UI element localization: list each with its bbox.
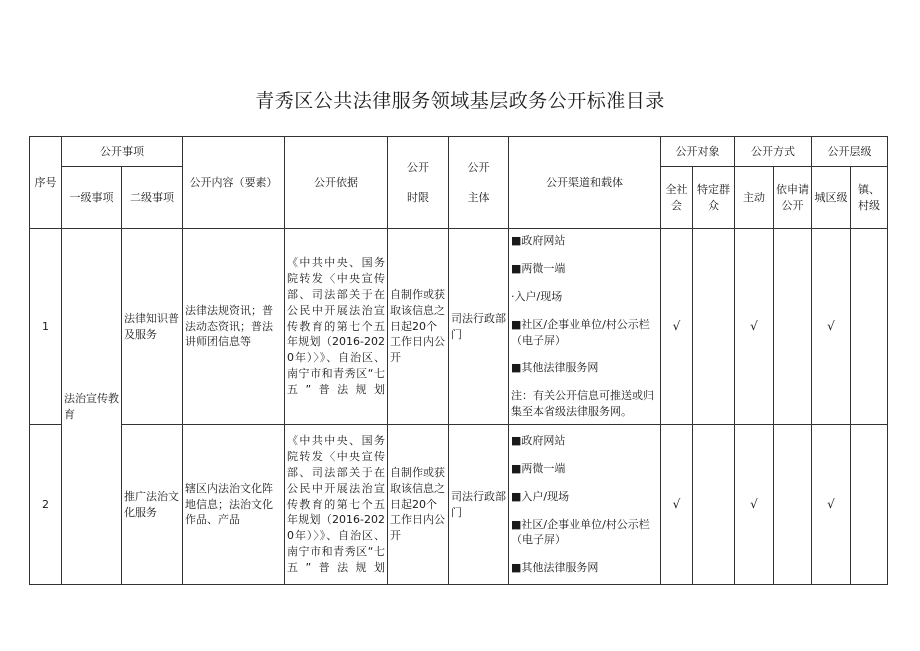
row-method-request <box>774 229 812 425</box>
header-target-all: 全社会 <box>661 167 693 229</box>
header-level1: 一级事项 <box>62 167 122 229</box>
table-row <box>30 425 888 585</box>
channel-item: ■政府网站 <box>511 433 566 447</box>
row-basis: 《中共中央、国务院转发〈中央宣传部、司法部关于在公民中开展法治宣传教育的第七个五年规划（2016-2020年）〉》、自治区、南宁市和青秀区“七五”普法规划 <box>285 425 388 585</box>
header-level: 公开层级 <box>812 137 888 167</box>
header-time-limit-line2: 时限 <box>407 190 429 204</box>
header-target: 公开对象 <box>661 137 735 167</box>
page-title: 青秀区公共法律服务领域基层政务公开标准目录 <box>255 90 665 112</box>
row-content: 辖区内法治文化阵地信息；法治文化作品、产品 <box>183 425 285 585</box>
header-time-limit <box>388 137 449 229</box>
row-method-active: √ <box>735 229 774 425</box>
channel-item: ■其他法律服务网 <box>511 561 599 575</box>
channel-item: ■两微一端 <box>511 261 566 275</box>
row-level-county: √ <box>812 425 851 585</box>
row-content: 法律法规资讯；普法动态资讯；普法讲师团信息等 <box>183 229 285 425</box>
row-level-county: √ <box>812 229 851 425</box>
row-time-limit: 自制作或获取该信息之日起20个工作日内公开 <box>388 425 449 585</box>
header-public-matter: 公开事项 <box>62 137 183 167</box>
row-target-all: √ <box>661 229 693 425</box>
row-subject: 司法行政部门 <box>449 425 509 585</box>
header-method-active: 主动 <box>735 167 774 229</box>
row-method-request <box>774 425 812 585</box>
channel-item: ·入户/现场 <box>511 289 563 303</box>
header-time-limit-line1: 公开 <box>407 160 429 174</box>
header-method: 公开方式 <box>735 137 812 167</box>
row-seq: 1 <box>30 229 62 425</box>
row-level2: 法律知识普及服务 <box>122 229 183 425</box>
channel-item: ■入户/现场 <box>511 489 570 503</box>
header-subject <box>449 137 509 229</box>
row-level2: 推广法治文化服务 <box>122 425 183 585</box>
header-level-town: 镇、村级 <box>851 167 888 229</box>
row-seq: 2 <box>30 425 62 585</box>
row-target-specific <box>693 425 735 585</box>
row-target-specific <box>693 229 735 425</box>
row-target-all: √ <box>661 425 693 585</box>
header-seq: 序号 <box>30 137 62 229</box>
row-time-limit: 自制作或获取该信息之日起20个工作日内公开 <box>388 229 449 425</box>
channel-note: 注：有关公开信息可推送或归集至本省级法律服务网。 <box>511 389 654 419</box>
channel-item: ■两微一端 <box>511 461 566 475</box>
header-method-request: 依申请公开 <box>774 167 812 229</box>
table-row <box>30 229 888 425</box>
row-level-town <box>851 425 888 585</box>
channel-item: ■社区/企事业单位/村公示栏（电子屏） <box>511 317 650 347</box>
header-row-1 <box>30 137 888 167</box>
header-level2: 二级事项 <box>122 167 183 229</box>
catalog-table <box>29 136 888 585</box>
channel-item: ■政府网站 <box>511 233 566 247</box>
header-channel: 公开渠道和载体 <box>509 137 661 229</box>
row-channels <box>509 425 661 585</box>
header-level-county: 城区级 <box>812 167 851 229</box>
row-basis: 《中共中央、国务院转发〈中央宣传部、司法部关于在公民中开展法治宣传教育的第七个五年规划（2016-2020年）〉》、自治区、南宁市和青秀区“七五”普法规划 <box>285 229 388 425</box>
header-target-specific: 特定群众 <box>693 167 735 229</box>
header-subject-line2: 主体 <box>467 190 490 204</box>
channel-item: ■其他法律服务网 <box>511 361 599 375</box>
header-basis: 公开依据 <box>285 137 388 229</box>
row-method-active: √ <box>735 425 774 585</box>
row-subject: 司法行政部门 <box>449 229 509 425</box>
row-level1: 法治宣传教育 <box>62 229 122 585</box>
header-subject-line1: 公开 <box>467 160 490 174</box>
channel-item: ■社区/企事业单位/村公示栏（电子屏） <box>511 517 650 547</box>
row-level-town <box>851 229 888 425</box>
header-content: 公开内容（要素） <box>183 137 285 229</box>
row-channels <box>509 229 661 425</box>
